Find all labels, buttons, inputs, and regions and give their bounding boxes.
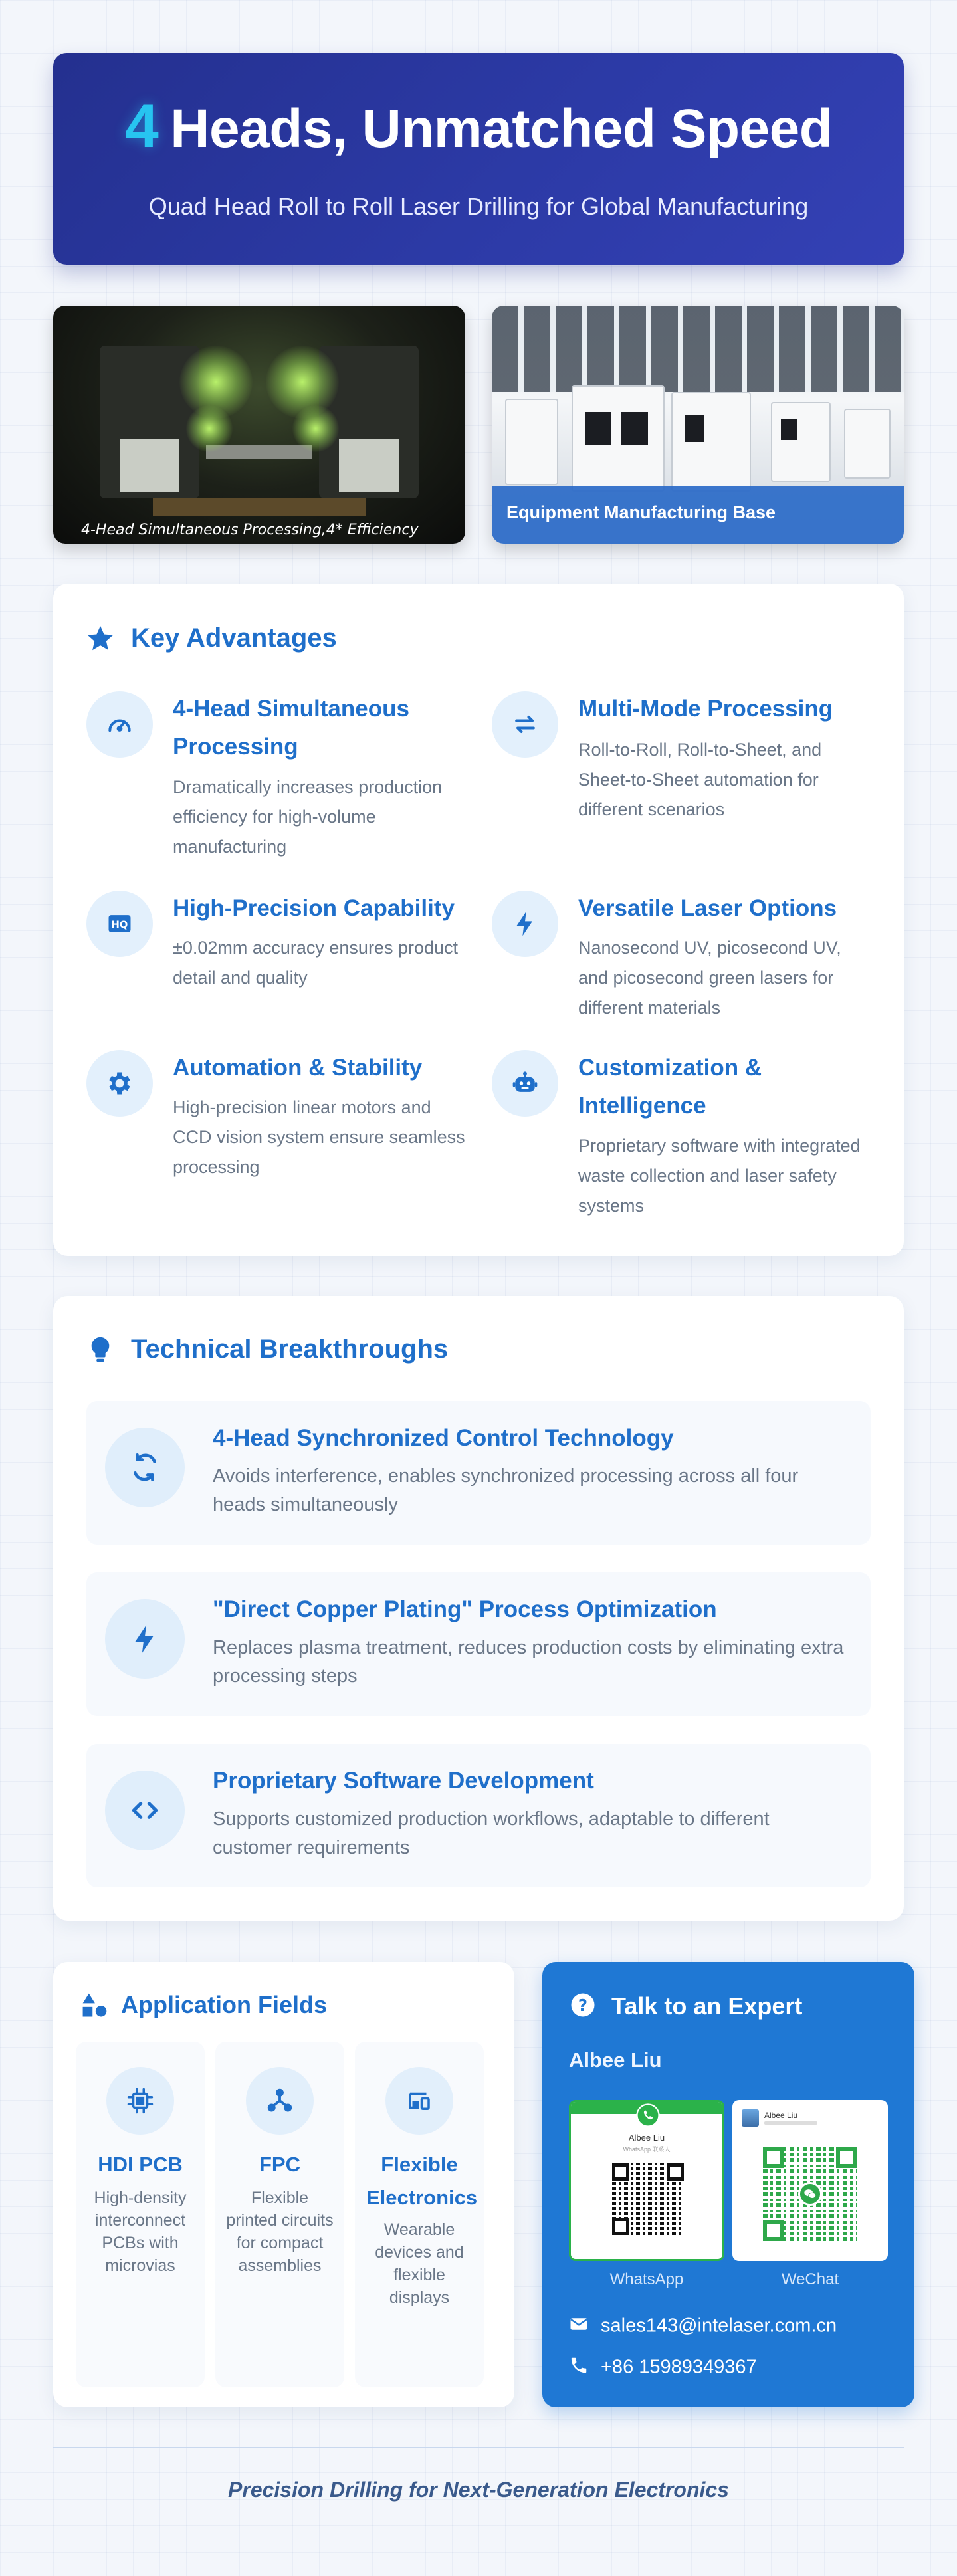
hero-title-text: Heads, Unmatched Speed <box>170 98 833 159</box>
phone-text[interactable]: +86 15989349367 <box>601 2356 757 2378</box>
lightbulb-icon <box>85 1335 116 1368</box>
robot-icon <box>492 1050 558 1117</box>
photo-processing <box>53 306 465 544</box>
application-item <box>215 2042 344 2387</box>
phone-icon <box>569 2355 591 2381</box>
whatsapp-qr[interactable] <box>569 2100 724 2261</box>
help-icon <box>569 1991 597 2022</box>
hero-title <box>53 92 904 161</box>
network-icon <box>246 2067 314 2135</box>
application-desc: Wearable devices and flexible displays <box>375 2220 464 2307</box>
sync-icon <box>105 1428 185 1507</box>
wechat-qr[interactable] <box>732 2100 888 2261</box>
mail-icon <box>569 2314 591 2339</box>
svg-text:?: ? <box>578 1995 588 2015</box>
photo-caption-base: Equipment Manufacturing Base <box>492 486 904 544</box>
hero-banner <box>53 53 904 265</box>
breakthrough-item <box>86 1744 871 1887</box>
application-item <box>76 2042 205 2387</box>
whatsapp-icon <box>636 2103 660 2131</box>
expert-card <box>542 1962 914 2407</box>
shapes-icon <box>80 1991 109 2024</box>
advantage-title: Multi-Mode Processing <box>578 696 833 722</box>
breakthroughs-title: Technical Breakthroughs <box>131 1335 449 1364</box>
hero-number: 4 <box>124 92 159 160</box>
photo-manufacturing-base <box>492 306 904 544</box>
breakthrough-desc: Replaces plasma treatment, reduces production costs by eliminating extra processing steps <box>213 1637 844 1687</box>
breakthrough-desc: Avoids interference, enables synchronized processing across all four heads simultaneously <box>213 1465 799 1515</box>
phone-contact[interactable] <box>569 2355 757 2381</box>
applications-title: Application Fields <box>121 1991 328 2018</box>
advantage-title: High-Precision Capability <box>173 895 455 921</box>
advantage-desc: Dramatically increases production efficiency for high-volume manufacturing <box>173 777 443 857</box>
breakthrough-title: "Direct Copper Plating" Process Optimization <box>213 1596 717 1622</box>
application-desc: Flexible printed circuits for compact assemblies <box>226 2189 334 2275</box>
code-icon <box>105 1771 185 1850</box>
expert-title: Talk to an Expert <box>611 1992 803 2020</box>
swap-arrows-icon <box>492 691 558 758</box>
advantage-title: Automation & Stability <box>173 1055 423 1081</box>
svg-text:HQ: HQ <box>111 919 128 931</box>
gear-icon <box>86 1050 153 1117</box>
breakthrough-item <box>86 1572 871 1716</box>
whatsapp-label: WhatsApp <box>609 2270 684 2288</box>
email-contact[interactable] <box>569 2314 837 2339</box>
star-icon <box>85 623 116 657</box>
speedometer-icon <box>86 691 153 758</box>
lightning-icon <box>492 891 558 957</box>
email-text[interactable]: sales143@intelaser.com.cn <box>601 2315 837 2337</box>
advantage-desc: Proprietary software with integrated waste collection and laser safety systems <box>578 1136 861 1216</box>
footer-tagline: Precision Drilling for Next-Generation Electronics <box>228 2478 729 2502</box>
qr-whatsapp-name: Albee Liu <box>628 2133 665 2143</box>
wechat-label: WeChat <box>781 2270 839 2288</box>
footer-divider <box>53 2447 904 2448</box>
hero-subtitle: Quad Head Roll to Roll Laser Drilling for Global Manufacturing <box>148 193 809 220</box>
photo-caption-processing: 4-Head Simultaneous Processing,4* Efficiency <box>81 522 419 538</box>
chip-icon <box>106 2067 174 2135</box>
application-title: HDI PCB <box>98 2153 183 2176</box>
qr-wechat-name: Albee Liu <box>764 2111 798 2120</box>
key-advantages-title: Key Advantages <box>131 623 337 653</box>
expert-name: Albee Liu <box>569 2048 662 2072</box>
advantage-desc: High-precision linear motors and CCD vision system ensure seamless processing <box>173 1097 465 1177</box>
application-item <box>355 2042 484 2387</box>
advantage-title: Customization & Intelligence <box>578 1055 762 1119</box>
lightning-icon <box>105 1599 185 1679</box>
devices-icon <box>385 2067 453 2135</box>
breakthrough-desc: Supports customized production workflows, adaptable to different customer requirements <box>213 1808 770 1858</box>
qr-whatsapp-sub: WhatsApp 联系人 <box>623 2146 671 2153</box>
advantage-title: 4-Head Simultaneous Processing <box>173 696 409 760</box>
breakthrough-title: Proprietary Software Development <box>213 1768 594 1794</box>
advantage-desc: ±0.02mm accuracy ensures product detail and quality <box>173 938 459 988</box>
advantage-desc: Roll-to-Roll, Roll-to-Sheet, and Sheet-to-Sheet automation for different scenarios <box>578 740 822 819</box>
advantage-title: Versatile Laser Options <box>578 895 837 921</box>
application-title: Flexible Electronics <box>366 2153 478 2209</box>
breakthrough-item <box>86 1401 871 1545</box>
application-title: FPC <box>259 2153 300 2176</box>
breakthrough-title: 4-Head Synchronized Control Technology <box>213 1425 674 1451</box>
application-desc: High-density interconnect PCBs with microvias <box>94 2189 187 2275</box>
wechat-icon <box>798 2182 822 2206</box>
advantage-desc: Nanosecond UV, picosecond UV, and picosecond green lasers for different materials <box>578 938 841 1018</box>
hq-icon <box>86 891 153 957</box>
